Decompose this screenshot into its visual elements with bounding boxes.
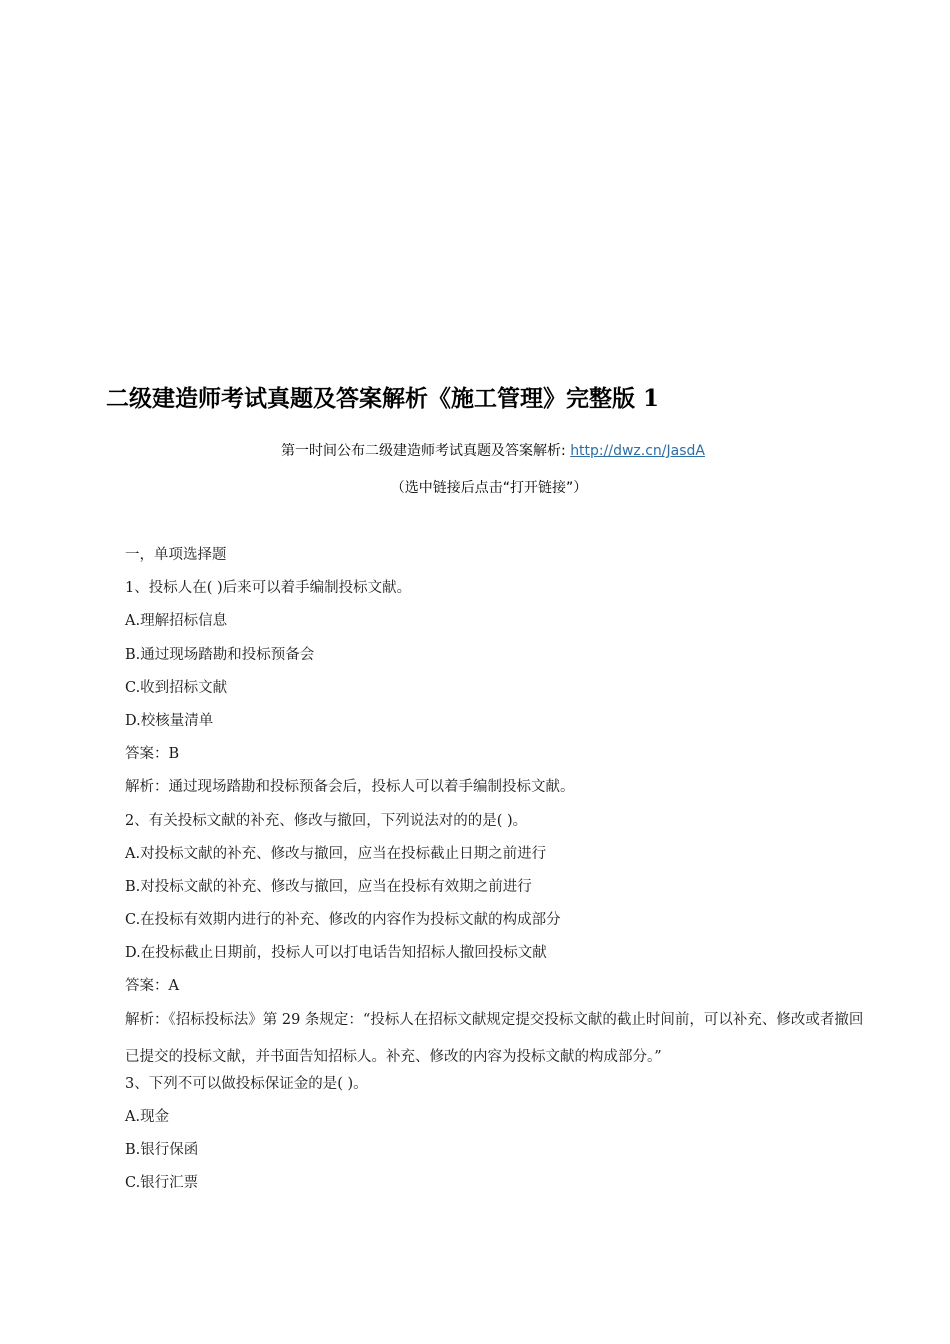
option-2d: D.在投标截止日期前，投标人可以打电话告知招标人撤回投标文献 [125, 945, 547, 962]
option-2c: C.在投标有效期内进行的补充、修改的内容作为投标文献的构成部分 [125, 912, 561, 929]
question-3: 3、下列不可以做投标保证金的是( )。 [125, 1075, 368, 1092]
option-3b: B.银行保函 [125, 1142, 199, 1158]
option-3a: A.现金 [125, 1108, 170, 1125]
answer-2: 答案：A [125, 978, 179, 995]
answer-1: 答案：B [125, 746, 180, 763]
document-title: 二级建造师考试真题及答案解析《施工管理》完整版 1 [106, 385, 660, 412]
option-1a: A.理解招标信息 [125, 613, 228, 630]
option-3c: C.银行汇票 [125, 1175, 199, 1192]
question-1: 1、投标人在( )后来可以着手编制投标文献。 [125, 580, 412, 597]
link-instruction: （选中链接后点击“打开链接”） [390, 480, 588, 496]
subtitle-prefix: 第一时间公布二级建造师考试真题及答案解析: [281, 443, 566, 459]
section-heading: 一，单项选择题 [125, 547, 227, 563]
answer-link[interactable]: http://dwz.cn/JasdA [570, 443, 705, 459]
analysis-1: 解析：通过现场踏勘和投标预备会后，投标人可以着手编制投标文献。 [125, 779, 575, 796]
question-2: 2、有关投标文献的补充、修改与撤回，下列说法对的的是( )。 [125, 812, 528, 829]
option-2a: A.对投标文献的补充、修改与撤回，应当在投标截止日期之前进行 [125, 845, 547, 862]
option-1c: C.收到招标文献 [125, 679, 228, 696]
subtitle-line [18, 440, 950, 460]
option-1b: B.通过现场踏勘和投标预备会 [125, 646, 315, 663]
option-1d: D.校核量清单 [125, 712, 214, 729]
option-2b: B.对投标文献的补充、修改与撤回，应当在投标有效期之前进行 [125, 878, 532, 895]
analysis-2: 解析：《招标投标法》第 29 条规定：“投标人在招标文献规定提交投标文献的截止时间前，可以补充、修改或者撤回已提交的投标文献，并书面告知招标人。补充、修改的内容为投标文献的构成部分。” [125, 1011, 864, 1065]
question-body [125, 545, 865, 1206]
